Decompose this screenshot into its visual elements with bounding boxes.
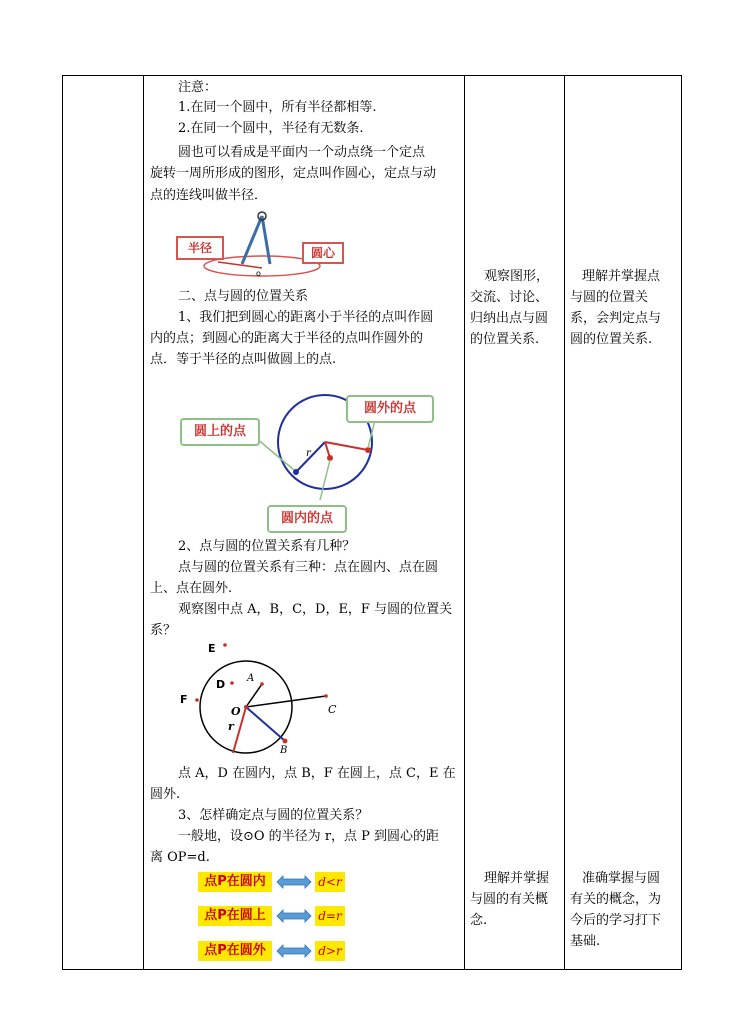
- rule-on-label: 点P在圆上: [198, 906, 272, 926]
- label-e: E: [208, 642, 216, 655]
- col-divider-3: [564, 76, 565, 969]
- di2-line-2: 有关的概念，为: [570, 892, 662, 907]
- question-3: 3、怎样确定点与圆的位置关系？: [178, 808, 369, 823]
- question-2: 2、点与圆的位置关系有几种？: [178, 539, 356, 554]
- para-line-2: 旋转一周所形成的图形，定点叫作圆心，定点与动: [150, 166, 437, 181]
- design-intent-2: [570, 868, 661, 952]
- student-activity-2: [470, 868, 549, 931]
- point-f: [195, 698, 199, 702]
- p1-line-3: 点．等于半径的点叫做圆上的点.: [150, 352, 337, 367]
- sa1-line-2: 交流、讨论、: [470, 290, 549, 305]
- answer-line-2: 圆外.: [150, 787, 181, 802]
- label-b: B: [280, 745, 288, 756]
- sa1-line-4: 的位置关系.: [470, 332, 540, 347]
- rule-inside-arrow: [276, 875, 312, 889]
- point-e: [223, 643, 227, 647]
- rule-on-arrow: [276, 909, 312, 923]
- point-o: [244, 705, 248, 709]
- di1-line-4: 圆的位置关系.: [570, 332, 653, 347]
- ob-line: [246, 707, 285, 741]
- section2-heading: 二、点与圆的位置关系: [178, 289, 309, 304]
- label-c: C: [328, 703, 337, 716]
- answer-2-line-1: 点与圆的位置关系有三种：点在圆内、点在圆: [178, 560, 439, 575]
- oa-line: [246, 684, 262, 707]
- rule-on-cond: d=r: [315, 906, 345, 926]
- label-f: F: [180, 693, 188, 706]
- col-divider-2: [464, 76, 465, 969]
- radius-line: [218, 262, 262, 268]
- rule-outside-label: 点P在圆外: [198, 941, 272, 961]
- di2-line-1: 准确掌握与圆: [582, 871, 661, 886]
- observe-line-2: 系？: [150, 623, 177, 638]
- compass-o-label: o: [256, 269, 261, 278]
- di1-line-2: 与圆的位置关: [570, 290, 649, 305]
- sa1-line-1: 观察图形，: [484, 269, 550, 284]
- note-1: 1.在同一个圆中，所有半径都相等.: [178, 100, 377, 115]
- points-figure: [170, 638, 370, 758]
- observe-line-1: 观察图中点 A，B，C，D，E，F 与圆的位置关: [178, 602, 453, 617]
- sa1-line-3: 归纳出点与圆: [470, 311, 549, 326]
- point-c: [324, 694, 328, 698]
- label-r: r: [228, 720, 234, 733]
- fig1-r-label: r: [306, 448, 311, 459]
- para-line-3: 点的连线叫做半径．: [150, 188, 268, 203]
- label-d: D: [216, 678, 226, 691]
- student-activity-1: [470, 266, 549, 350]
- label-o: O: [231, 705, 241, 718]
- di2-line-4: 基础.: [570, 934, 601, 949]
- p1-line-2: 内的点；到圆心的距离大于半径的点叫作圆外的: [150, 331, 424, 346]
- di2-line-3: 今后的学习打下: [570, 913, 662, 928]
- point-d: [230, 681, 234, 685]
- inside-callout-line: [320, 460, 330, 500]
- compass-center-label: 圆心: [302, 242, 344, 264]
- rule-inside-cond: d<r: [315, 872, 345, 892]
- note-title: 注意：: [178, 80, 218, 95]
- rule-inside-label: 点P在圆内: [198, 872, 272, 892]
- compass-radius-label: 半径: [176, 236, 224, 260]
- point-b: [283, 739, 288, 744]
- outside-point-label: 圆外的点: [346, 395, 434, 423]
- p1-line-1: 1、我们把到圆心的距离小于半径的点叫作圆: [178, 310, 434, 325]
- general-line-1: 一般地，设⊙O 的半径为 r，点 P 到圆心的距: [178, 829, 440, 844]
- point-a: [260, 682, 264, 686]
- rule-outside-cond: d>r: [315, 941, 345, 961]
- note-2: 2.在同一个圆中，半径有无数条.: [178, 121, 364, 136]
- inside-point-label: 圆内的点: [267, 505, 347, 533]
- sa2-line-1: 理解并掌握: [484, 871, 550, 886]
- col-divider-1: [143, 76, 144, 969]
- outside-line: [325, 442, 368, 450]
- sa2-line-2: 与圆的有关概: [470, 892, 549, 907]
- di1-line-3: 系，会判定点与: [570, 311, 662, 326]
- compass-leg-right: [262, 216, 270, 264]
- design-intent-1: [570, 266, 661, 350]
- rule-outside-arrow: [276, 944, 312, 958]
- para-line-1: 圆也可以看成是平面内一个动点绕一个定点: [178, 145, 426, 160]
- general-line-2: 离 OP=d.: [150, 850, 210, 865]
- on-point-label: 圆上的点: [180, 418, 260, 446]
- di1-line-1: 理解并掌握点: [582, 269, 661, 284]
- oc-line: [246, 696, 326, 707]
- sa2-line-3: 念.: [470, 913, 488, 928]
- on-callout-line: [256, 438, 294, 470]
- label-a: A: [247, 673, 255, 684]
- answer-2-line-2: 上、点在圆外.: [150, 581, 233, 596]
- answer-line-1: 点 A，D 在圆内，点 B，F 在圆上，点 C，E 在: [178, 766, 456, 781]
